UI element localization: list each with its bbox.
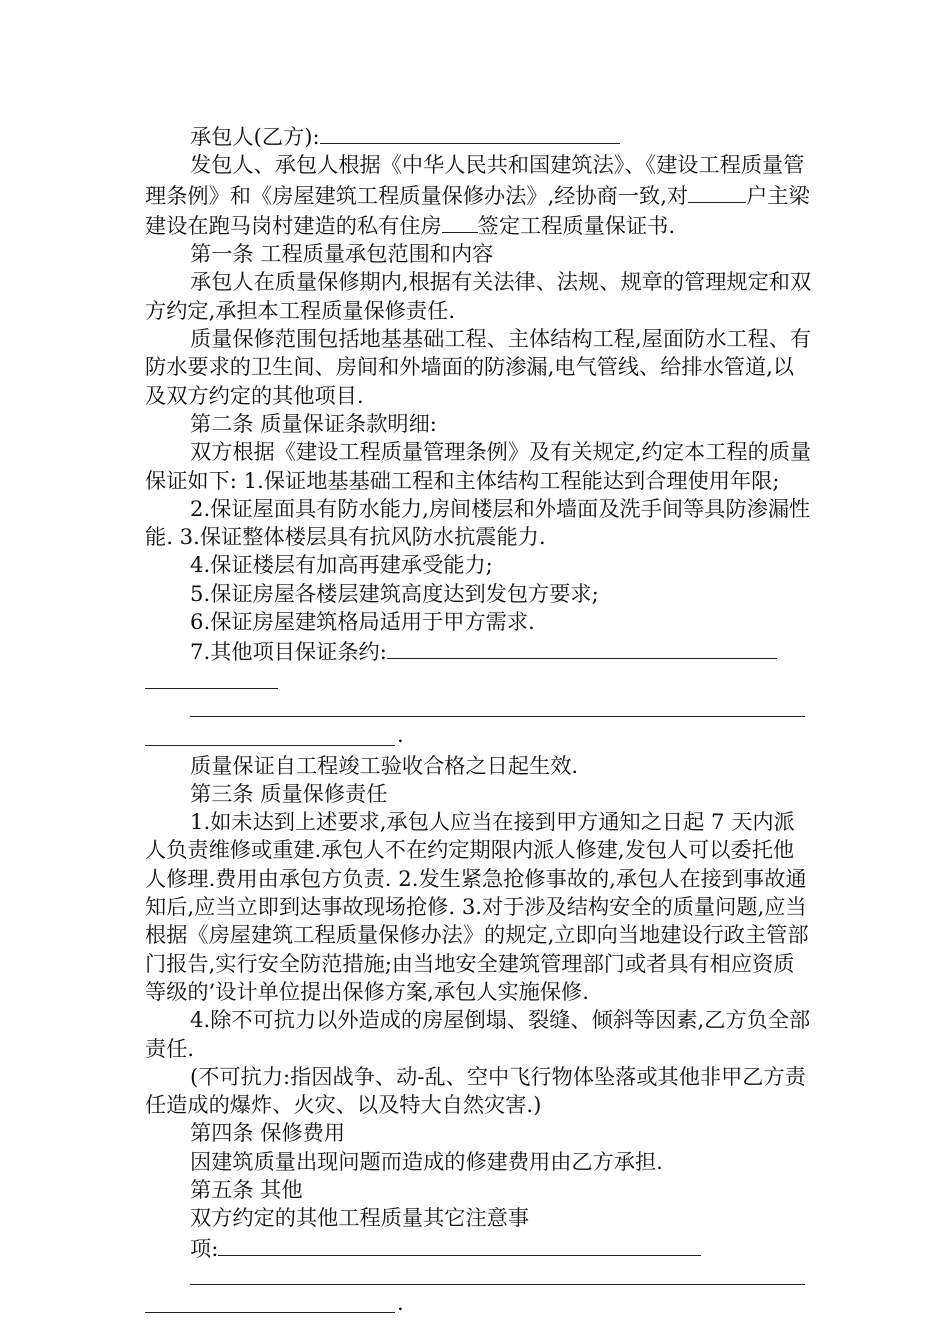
- blank-rule: [145, 1312, 395, 1313]
- blank-line-5: [145, 1291, 813, 1319]
- article-5-title: 第五条 其他: [190, 1176, 303, 1202]
- article-2-item-7: [145, 636, 813, 666]
- contractor-line: [145, 121, 813, 151]
- article-1-paragraph-2: 质量保修范围包括地基基础工程、主体结构工程,屋面防水工程、有防水要求的卫生间、房间和外墙面的防渗漏,电气管线、给排水管道,以及双方约定的其他项目.: [145, 326, 812, 408]
- blank-line-2: [145, 695, 813, 723]
- contract-document: [145, 121, 813, 1319]
- article-2-item-4: 4.保证楼层有加高再建承受能力;: [190, 552, 493, 578]
- contractor-label: 承包人(乙方):: [190, 124, 320, 149]
- article-1-paragraph-1: 承包人在质量保修期内,根据有关法律、法规、规章的管理规定和双方约定,承担本工程质量保修责任.: [145, 269, 812, 323]
- article-3-paragraph-3: (不可抗力:指因战争、动-乱、空中飞行物体坠落或其他非甲乙方责任造成的爆炸、火灾、以及特大自然灾害.): [145, 1063, 806, 1118]
- intro-text-b: 户主梁建设在跑马岗村建造的私有住房: [145, 182, 810, 238]
- article-1-title: 第一条 工程质量承包范围和内容: [190, 241, 494, 267]
- article-3-paragraph-2: 4.除不可抗力以外造成的房屋倒塌、裂缝、倾斜等因素,乙方负全部责任.: [145, 1007, 811, 1061]
- blank-line-3: [145, 723, 813, 751]
- article-5-item-label: 项:: [190, 1235, 219, 1261]
- owner-blank-2: [710, 180, 746, 203]
- contractor-blank: [320, 121, 620, 144]
- item-7-blank: [387, 636, 777, 659]
- blank-rule: [190, 716, 805, 717]
- article-4-title: 第四条 保修费用: [190, 1120, 346, 1146]
- intro-text-a: 发包人、承包人根据《中华人民共和国建筑法》、《建设工程质量管理条例》和《房屋建筑工程质量保修办法》,经协商一致,对: [145, 152, 805, 208]
- intro-paragraph: [145, 151, 813, 240]
- blank-rule: [145, 688, 278, 689]
- article-5-paragraph-1: 双方约定的其他工程质量其它注意事: [190, 1205, 530, 1231]
- period-mark: .: [397, 1290, 404, 1316]
- intro-text-c: 签定工程质量保证书.: [477, 212, 676, 238]
- article-2-item-6: 6.保证房屋建筑格局适用于甲方需求.: [190, 609, 535, 635]
- house-blank: [442, 210, 478, 233]
- article-5-blank: [218, 1233, 701, 1256]
- blank-line-4: [145, 1263, 813, 1291]
- article-2-item-5: 5.保证房屋各楼层建筑高度达到发包方要求;: [190, 580, 599, 606]
- blank-line-1: [145, 667, 813, 695]
- article-5-paragraph-2: [145, 1233, 813, 1263]
- article-4-paragraph-1: 因建筑质量出现问题而造成的修建费用由乙方承担.: [190, 1148, 663, 1174]
- blank-rule: [190, 1284, 805, 1285]
- article-3-title: 第三条 质量保修责任: [190, 780, 388, 806]
- item-7-text: 7.其他项目保证条约:: [190, 639, 387, 665]
- period-mark: .: [397, 722, 404, 748]
- article-2-title: 第二条 质量保证条款明细:: [190, 410, 437, 436]
- article-2-paragraph-1: 双方根据《建设工程质量管理条例》及有关规定,约定本工程的质量保证如下: 1.保证地基基础工程和主体结构工程能达到合理使用年限;: [145, 439, 812, 493]
- article-2-effective: 质量保证自工程竣工验收合格之日起生效.: [190, 752, 579, 778]
- article-2-paragraph-2: 2.保证屋面具有防水能力,房间楼层和外墙面及洗手间等具防渗漏性能. 3.保证整体楼层具有抗风防水抗震能力.: [145, 495, 811, 550]
- article-3-paragraph-1: 1.如未达到上述要求,承包人应当在接到甲方通知之日起 7 天内派人负责维修或重建.承包人不在约定期限内派人修建,发包人可以委托他人修理.费用由承包方负责. 2.发生紧急抢修事故的,承包人在接到事故通知后,应当立即到达事故现场抢修. 3.对于涉及结构安全的质量问题,应当根据《房屋建筑工程质量保修办法》的规定,立即向当地建设行政主管部门报告,实行安全防范措施;由当地安全建筑管理部门或者具有相应资质等级的’设计单位提出保修方案,承包人实施保修.: [145, 809, 809, 1004]
- owner-blank-1: [688, 180, 710, 203]
- blank-rule: [145, 745, 395, 746]
